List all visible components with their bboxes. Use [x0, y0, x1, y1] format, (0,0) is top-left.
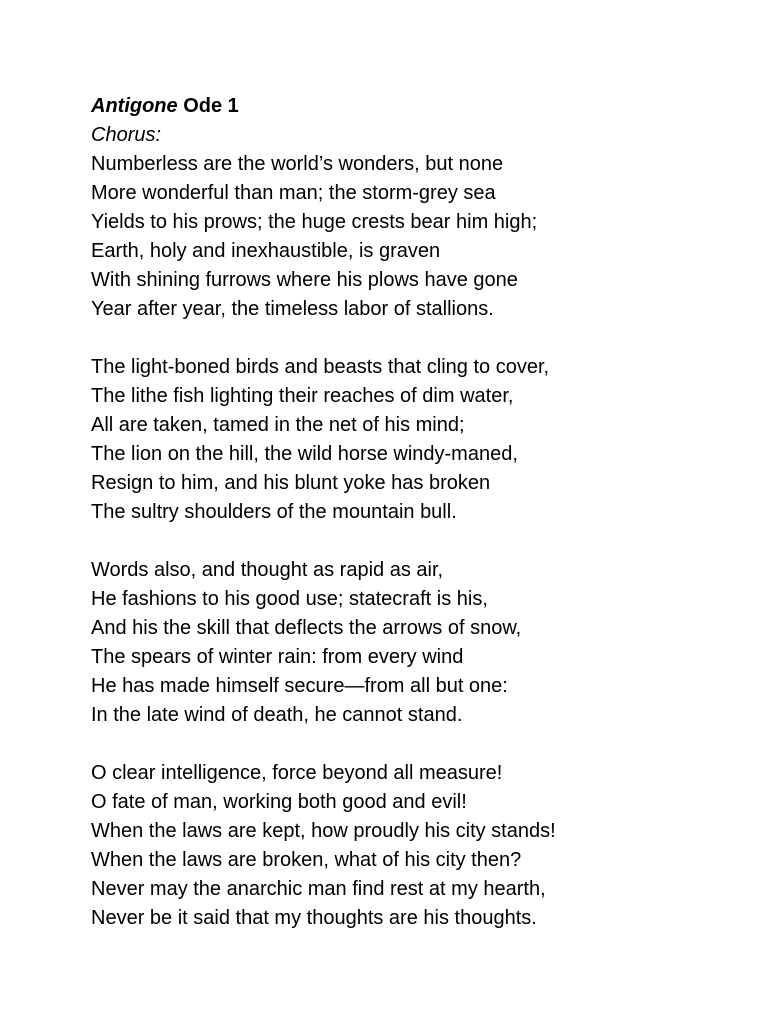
poem-line: O fate of man, working both good and evil!	[91, 791, 467, 813]
poem-line: In the late wind of death, he cannot stand.	[91, 704, 463, 726]
poem-line: The light-boned birds and beasts that cling to cover,	[91, 356, 550, 378]
stanza-4	[91, 759, 731, 933]
document-page	[91, 92, 731, 933]
poem-line: Numberless are the world’s wonders, but none	[91, 153, 504, 175]
poem-line: Earth, holy and inexhaustible, is graven	[91, 240, 441, 262]
poem-line: The spears of winter rain: from every wind	[91, 646, 464, 668]
poem-line: Resign to him, and his blunt yoke has broken	[91, 472, 491, 494]
heading-block	[91, 92, 731, 324]
poem-line: The lithe fish lighting their reaches of dim water,	[91, 385, 514, 407]
poem-line: All are taken, tamed in the net of his mind;	[91, 414, 465, 436]
poem-line: With shining furrows where his plows have gone	[91, 269, 518, 291]
poem-line: Words also, and thought as rapid as air,	[91, 559, 444, 581]
poem-line: Yields to his prows; the huge crests bear him high;	[91, 211, 538, 233]
stanza-3	[91, 556, 731, 730]
poem-line: O clear intelligence, force beyond all measure!	[91, 762, 503, 784]
poem-line: He has made himself secure—from all but one:	[91, 675, 508, 697]
speaker-label: Chorus:	[91, 124, 162, 146]
stanza-2	[91, 353, 731, 527]
poem-line: He fashions to his good use; statecraft is his,	[91, 588, 488, 610]
poem-line: The lion on the hill, the wild horse windy-maned,	[91, 443, 518, 465]
poem-line: When the laws are kept, how proudly his city stands!	[91, 820, 556, 842]
poem-line: Never may the anarchic man find rest at my hearth,	[91, 878, 546, 900]
poem-line: When the laws are broken, what of his city then?	[91, 849, 522, 871]
ode-title-work: Antigone	[91, 95, 178, 117]
ode-title	[91, 92, 731, 121]
poem-line: Never be it said that my thoughts are his thoughts.	[91, 907, 537, 929]
poem-line: And his the skill that deflects the arrows of snow,	[91, 617, 522, 639]
ode-title-rest: Ode 1	[177, 95, 239, 117]
poem-line: More wonderful than man; the storm-grey sea	[91, 182, 496, 204]
poem-line: Year after year, the timeless labor of stallions.	[91, 298, 494, 320]
poem-line: The sultry shoulders of the mountain bull.	[91, 501, 457, 523]
